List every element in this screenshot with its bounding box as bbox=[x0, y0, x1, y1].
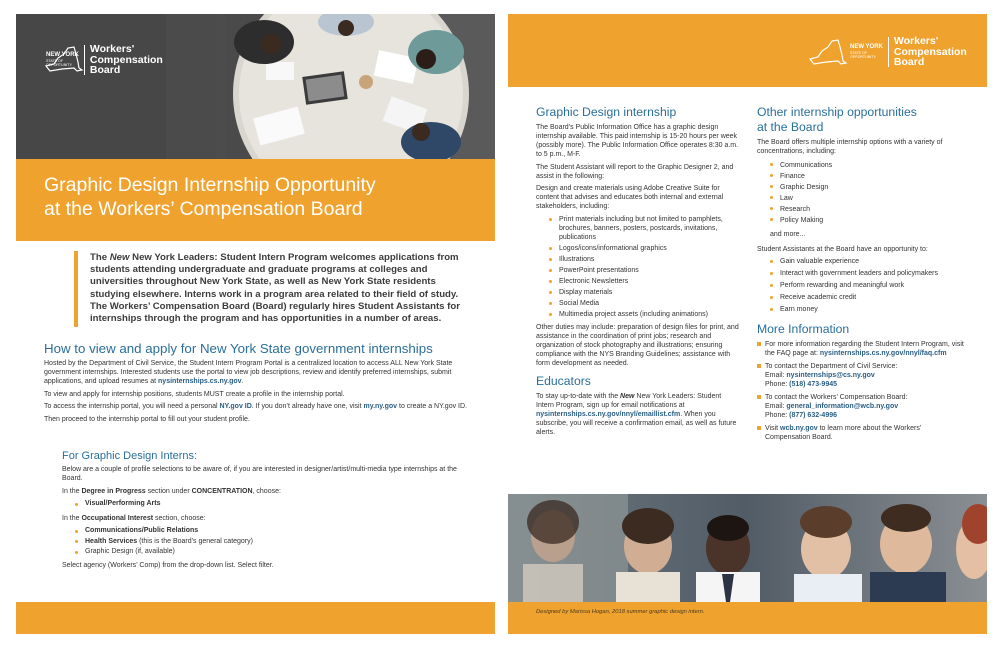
occupational-interest-bold: Occupational Interest bbox=[81, 514, 154, 522]
more-information-heading: More Information bbox=[757, 322, 850, 337]
logo-divider bbox=[888, 37, 889, 67]
how-p3-c: to create a NY.gov ID. bbox=[397, 403, 467, 411]
list-item bbox=[62, 547, 472, 557]
page-left bbox=[16, 14, 495, 634]
gd-p3-b: section, choose: bbox=[153, 514, 206, 522]
nysinternships-link[interactable]: nysinternships.cs.ny.gov bbox=[158, 378, 242, 385]
educators-paragraph bbox=[536, 392, 739, 437]
how-p3-a: To access the internship portal, you will need a personal bbox=[44, 403, 220, 411]
list-item: Graphic Design bbox=[757, 182, 967, 193]
list-item: Social Media bbox=[536, 299, 739, 308]
opportunities-list bbox=[757, 257, 967, 314]
nys-line-3: OPPORTUNITY. bbox=[850, 55, 877, 59]
how-p1-text: Hosted by the Department of Civil Service, the Student Intern Program Portal is a centralized location to access ALL New York State government internships. Interested students use the portal to view job descriptions, review and identify preferred internships, submit applications, and upload resumes at bbox=[44, 360, 453, 385]
edu-p1-c: . When you subscribe, you will receive a confirmation email, as well as future alerts. bbox=[536, 410, 737, 436]
logo-divider bbox=[84, 45, 85, 75]
gd-paragraph-3 bbox=[62, 514, 472, 523]
list-item-bold: Communications/Public Relations bbox=[85, 527, 199, 535]
page-title-line-1: Graphic Design Internship Opportunity bbox=[44, 174, 376, 196]
list-item bbox=[757, 340, 967, 358]
list-item: Logos/icons/informational graphics bbox=[536, 244, 739, 253]
other-opportunities-heading bbox=[757, 105, 967, 135]
hero-photo-students-table bbox=[16, 14, 495, 159]
how-to-apply-body bbox=[44, 359, 472, 427]
wcb-line-3: Board bbox=[89, 64, 121, 76]
page-title-line-2: at the Workers’ Compensation Board bbox=[44, 198, 363, 220]
intro-the: The bbox=[90, 252, 110, 263]
list-item: Receive academic credit bbox=[757, 293, 967, 302]
people-illustration bbox=[508, 494, 987, 602]
list-item bbox=[757, 362, 967, 389]
new-york-state-outline-icon bbox=[808, 37, 848, 67]
nys-line-3: OPPORTUNITY. bbox=[46, 63, 73, 67]
wcb-line-2: Compensation bbox=[89, 53, 163, 66]
list-item: Gain valuable experience bbox=[757, 257, 967, 266]
degree-in-progress-bold: Degree in Progress bbox=[81, 487, 146, 495]
how-paragraph-3 bbox=[44, 402, 472, 411]
list-item: Policy Making bbox=[757, 215, 967, 226]
graphic-design-interns-heading: For Graphic Design Interns: bbox=[62, 450, 198, 462]
occupational-interest-list bbox=[62, 526, 472, 557]
footer-band bbox=[508, 602, 987, 634]
wcb-line-1: Workers' bbox=[893, 35, 939, 47]
designer-credit: Designed by Marissa Hogan, 2018 summer graphic design intern. bbox=[536, 609, 705, 615]
wcb-email-link[interactable]: general_information@wcb.ny.gov bbox=[786, 403, 899, 411]
how-p1-end: . bbox=[241, 378, 244, 385]
nys-line-1: NEW YORK bbox=[46, 52, 79, 59]
visual-performing-arts: Visual/Performing Arts bbox=[85, 500, 161, 508]
list-item: PowerPoint presentations bbox=[536, 266, 739, 275]
gdi-paragraph-2: The Student Assistant will report to the Graphic Designer 2, and assist in the following: bbox=[536, 163, 734, 180]
list-item: Research bbox=[757, 204, 967, 215]
concentrations-list bbox=[757, 160, 967, 226]
how-to-apply-heading: How to view and apply for New York State government internships bbox=[44, 341, 433, 356]
student-assistants-paragraph: Student Assistants at the Board have an opportunity to: bbox=[757, 245, 928, 253]
concentration-list bbox=[62, 499, 472, 509]
nys-wordmark bbox=[850, 44, 883, 59]
more-2-text: To contact the Department of Civil Service: bbox=[765, 363, 898, 371]
gd-paragraph-2 bbox=[62, 487, 472, 496]
list-item: Interact with government leaders and policymakers bbox=[757, 269, 967, 278]
gd-p2-b: section under bbox=[145, 487, 192, 495]
list-item bbox=[62, 537, 472, 547]
civil-service-email-link[interactable]: nysinternships@cs.ny.gov bbox=[786, 372, 875, 380]
other-paragraph: The Board offers multiple internship options with a variety of concentrations, including: bbox=[757, 139, 943, 155]
wcb-phone: (877) 632-4996 bbox=[789, 412, 838, 420]
graphic-design-internship-heading: Graphic Design internship bbox=[536, 105, 677, 119]
wcb-logo bbox=[44, 44, 163, 76]
email-label: Email: bbox=[765, 372, 787, 380]
more-4-a: Visit bbox=[765, 425, 781, 433]
wcb-line-3: Board bbox=[893, 56, 925, 68]
list-item: Electronic Newsletters bbox=[536, 277, 739, 286]
wcb-email-row bbox=[765, 402, 967, 411]
email-label: Email: bbox=[765, 403, 787, 411]
list-item: Finance bbox=[757, 171, 967, 182]
wcb-wordmark bbox=[90, 44, 163, 76]
more-information-list bbox=[757, 340, 967, 442]
left-column bbox=[536, 105, 739, 440]
intro-paragraph bbox=[74, 251, 474, 327]
wcb-line-1: Workers' bbox=[89, 43, 135, 55]
list-item bbox=[62, 526, 472, 536]
civil-service-email-row bbox=[765, 371, 967, 380]
edu-p1-b: New York Leaders: Student Intern Program, sign up for email notifications at bbox=[536, 392, 722, 409]
civil-service-phone-row bbox=[765, 380, 967, 389]
list-item: Illustrations bbox=[536, 255, 739, 264]
emaillist-link[interactable]: nysinternships.cs.ny.gov/nnyl/emaillist.cfm bbox=[536, 410, 681, 418]
nygov-id-bold: NY.gov ID bbox=[219, 403, 252, 411]
gd-p2-a: In the bbox=[62, 487, 82, 495]
more-3-text: To contact the Workers’ Compensation Board: bbox=[765, 394, 908, 402]
hero-illustration bbox=[16, 14, 495, 159]
my-ny-gov-link[interactable]: my.ny.gov bbox=[363, 403, 398, 411]
list-item bbox=[757, 424, 967, 442]
wcb-site-link[interactable]: wcb.ny.gov bbox=[780, 425, 818, 433]
nys-line-2: STATE OF bbox=[850, 50, 868, 55]
gd-p2-c: , choose: bbox=[252, 487, 281, 495]
gdi-paragraph-3: Design and create materials using Adobe Creative Suite for content that advises and educates both internal and external stakeholders, including: bbox=[536, 185, 724, 211]
gdi-paragraph-1: The Board’s Public Information Office has a graphic design internship available. This paid internship is 15-20 hours per week (possibly more). The Public Information Office operates 8:30 a.m. to 5 p.m., M-F. bbox=[536, 124, 739, 158]
page-right bbox=[508, 14, 987, 634]
nys-line-1: NEW YORK bbox=[850, 44, 883, 51]
list-item: Display materials bbox=[536, 288, 739, 297]
list-item-rest: (this is the Board’s general category) bbox=[137, 537, 253, 545]
wcb-logo bbox=[808, 36, 967, 68]
footer-band bbox=[16, 602, 495, 634]
list-item: Print materials including but not limited to pamphlets, brochures, banners, posters, postcards, invitations, publications bbox=[536, 215, 739, 242]
phone-label: Phone: bbox=[765, 412, 790, 420]
intro-new: New bbox=[109, 252, 130, 263]
list-item: Perform rewarding and meaningful work bbox=[757, 281, 967, 290]
edu-p1-a: To stay up-to-date with the bbox=[536, 392, 621, 400]
how-paragraph-2: To view and apply for internship positions, students MUST create a profile in the internship portal. bbox=[44, 390, 345, 398]
other-heading-line-1: Other internship opportunities bbox=[757, 105, 917, 119]
new-york-state-outline-icon bbox=[44, 44, 84, 74]
right-column bbox=[757, 105, 967, 446]
gd-paragraph-1: Below are a couple of profile selections to be aware of, if you are interested in designer/artist/multi-media type internships at the Board. bbox=[62, 466, 457, 482]
civil-service-phone: (518) 473-9945 bbox=[789, 381, 838, 389]
photo-group-of-people bbox=[508, 494, 987, 602]
wcb-phone-row bbox=[765, 411, 967, 420]
wcb-line-2: Compensation bbox=[893, 45, 967, 58]
title-banner bbox=[16, 159, 495, 241]
faq-link[interactable]: nysinternships.cs.ny.gov/nnyl/faq.cfm bbox=[819, 350, 947, 358]
list-item: Multimedia project assets (including animations) bbox=[536, 310, 739, 319]
more-4-b: to learn more about the Workers’ Compensation Board. bbox=[765, 425, 922, 442]
how-p3-b: . If you don’t already have one, visit bbox=[251, 403, 364, 411]
other-heading-line-2: at the Board bbox=[757, 120, 824, 134]
list-item-bold: Health Services bbox=[85, 537, 138, 545]
concentration-bold: CONCENTRATION bbox=[191, 487, 253, 495]
header-band bbox=[508, 14, 987, 87]
intro-rest: New York Leaders: Student Intern Program welcomes applications from students attending undergraduate and graduate programs at colleges and universities throughout New York State, as well as New York State residents studying elsewhere. Interns work in a program area related to their field of study. The Workers’ Compensation Board (Board) regularly hires Student Assistants for internships through the program and has opportunities in a number of areas. bbox=[90, 252, 460, 325]
more-1-text: For more information regarding the Student Intern Program, visit the FAQ page at: bbox=[765, 341, 964, 358]
gd-paragraph-4: Select agency (Workers’ Comp) from the drop-down list. Select filter. bbox=[62, 562, 274, 570]
materials-list bbox=[536, 215, 739, 319]
list-item bbox=[62, 499, 472, 509]
phone-label: Phone: bbox=[765, 381, 790, 389]
list-item-rest: Graphic Design (if, available) bbox=[85, 548, 175, 555]
and-more-text: and more... bbox=[770, 230, 806, 238]
list-item: Communications bbox=[757, 160, 967, 171]
how-paragraph-4: Then proceed to the internship portal to fill out your student profile. bbox=[44, 415, 250, 423]
gd-p3-a: In the bbox=[62, 514, 82, 522]
edu-new: New bbox=[620, 392, 635, 400]
list-item bbox=[757, 393, 967, 420]
how-paragraph-1 bbox=[44, 359, 472, 386]
nys-line-2: STATE OF bbox=[46, 58, 64, 63]
wcb-wordmark bbox=[894, 36, 967, 68]
page-title bbox=[44, 173, 474, 221]
educators-heading: Educators bbox=[536, 373, 591, 388]
list-item: Earn money bbox=[757, 305, 967, 314]
gdi-paragraph-4: Other duties may include: preparation of design files for print, and assistance in the coordination of print jobs; research and organization of stock photography and illustrations; ensuring compliance with the NYS Branding Guidelines; assistance with form development as needed. bbox=[536, 323, 739, 367]
graphic-design-interns-body bbox=[62, 465, 472, 574]
list-item: Law bbox=[757, 193, 967, 204]
